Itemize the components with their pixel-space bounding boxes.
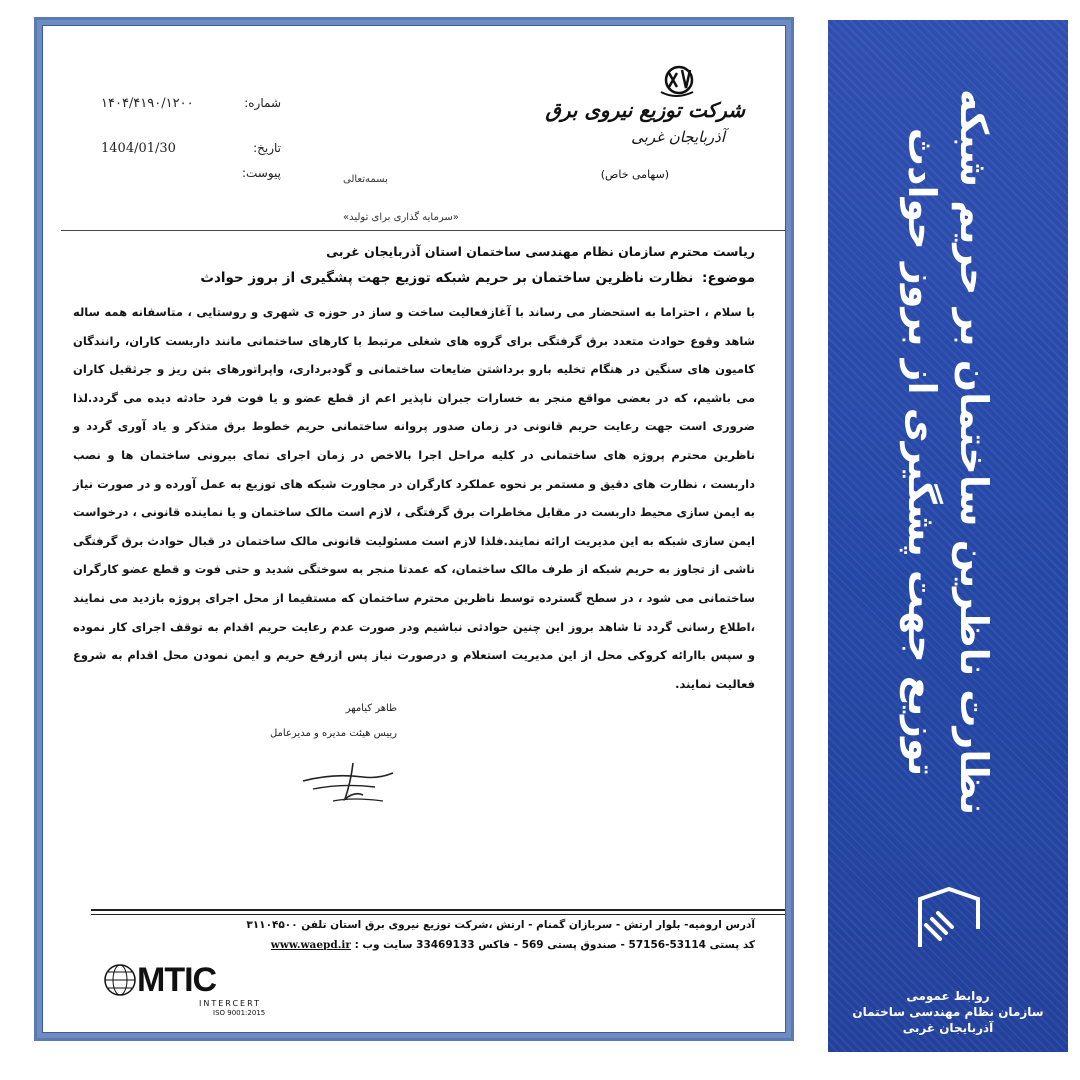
cert-brand: MTIC — [137, 961, 217, 999]
footer-contact — [271, 939, 755, 951]
header-divider — [61, 230, 785, 231]
side-banner — [828, 20, 1068, 1052]
globe-icon — [103, 963, 137, 997]
headline-line-1: نظارت ناظرین ساختمان بر حریم شبکه — [952, 89, 996, 815]
letter-attachment — [101, 166, 281, 184]
footer-website-link[interactable]: www.waepd.ir — [270, 939, 351, 951]
letter-date-label: تاریخ: — [253, 141, 281, 155]
letter-frame — [34, 17, 794, 1041]
letter-date-value: 1404/01/30 — [101, 141, 176, 156]
cert-sub: INTERCERT — [199, 999, 261, 1008]
subject-text: نظارت ناظرین ساختمان بر حریم شبکه توزیع جهت پشگیری از بروز حوادث — [200, 270, 694, 286]
company-logo-icon — [655, 64, 697, 100]
signer-name: طاهر کیامهر — [345, 703, 397, 714]
org-line-2: سازمان نظام مهندسی ساختمان — [852, 1005, 1044, 1019]
letter-number — [101, 96, 281, 114]
footer-address: آدرس ارومیه- بلوار ارتش - سربازان گمنام - ارتش ،شرکت توزیع نیروی برق استان تلفن ۳۱۱۰۴۵۰۰ — [246, 919, 755, 931]
handwritten-signature — [293, 751, 413, 811]
letter-subject — [200, 270, 755, 286]
certification-logo — [103, 961, 273, 1033]
footer-divider-thick — [91, 909, 785, 911]
letter-attachment-label: پیوست: — [241, 166, 281, 180]
headline-area — [828, 20, 1068, 880]
year-slogan: «سرمایه گذاری برای تولید» — [343, 212, 459, 223]
letter-number-label: شماره: — [244, 96, 281, 110]
company-name: شرکت توزیع نیروی برق — [545, 98, 745, 122]
bismillah: بسمه‌تعالی — [343, 174, 388, 185]
company-type: (سهامی خاص) — [600, 168, 669, 181]
footer-divider-thin — [91, 914, 785, 915]
headline — [896, 27, 1000, 877]
cert-iso: ISO 9001:2015 — [213, 1009, 266, 1017]
org-line-3: آذربایجان غربی — [902, 1021, 994, 1035]
letter-date — [101, 141, 281, 159]
letter-number-value: ۱۴۰۴/۴۱۹۰/۱۲۰۰ — [101, 96, 194, 111]
company-logo — [545, 64, 745, 181]
footer-contact-text: کد پستی 53114-57156 - صندوق پستی 569 - فاکس 33469133 سایت وب : — [354, 939, 755, 951]
signer-title: رییس هیئت مدیره و مدیرعامل — [269, 728, 397, 739]
headline-line-2: توزیع جهت پشگیری از بروز حوادث — [900, 127, 944, 777]
company-region: آذربایجان غربی — [631, 128, 725, 146]
org-line-1: روابط عمومی — [906, 989, 990, 1003]
letter-page — [42, 25, 786, 1033]
letter-body: با سلام ، احتراما به استحضار می رساند با آغازفعالیت ساخت و ساز در حوزه ی شهری و روستایی ، متاسفانه همه ساله شاهد وقوع حوادث متعدد برق گرفتگی برای گروه های شغلی مرتبط با کارهای ساختمانی مانند داربست کاران، رانندگان کامیون های سنگین در هنگام تخلیه بارو برداشتن ضایعات ساختمانی و گودبرداری، واپراتورهای بتن ریز و جرثقیل کاران می باشیم، که در بعضی مواقع منجر به خسارات جبران ناپذیر اعم از قطع عضو و یا فوت فرد حادثه دیده می گردد.لذا ضروری است جهت رعایت حریم قانونی در زمان صدور پروانه ساختمانی حریم خطوط برق متذکر و یاد آوری گردد و ناظرین محترم پروژه های ساختمانی در کلیه مراحل اجرا بالاخص در زمان اجرای نمای بیرونی ساختمان ها و نصب داربست ، نظارت های دقیق و مستمر بر نحوه عملکرد کارگران در مجاورت شبکه های توزیع به عمل آورده و در صورت نیاز به ایمن سازی محیط داربست در مقابل مخاطرات برق گرفتگی ، لازم است مالک ساختمان و یا نماینده قانونی ، درخواست ایمن سازی شبکه به این مدیریت ارائه نمایند.فلذا لازم است مسئولیت قانونی مالک ساختمان در قبال حوادث برق گرفتگی ناشی از تجاوز به حریم شبکه از طرف مالک ساختمان، که عمدتا منجر به سوختگی شدید و حتی فوت و قطع عضو کارگران ساختمانی می شود ، در سطح گسترده توسط ناظرین محترم ساختمان که مستقیما از محل اجرای پروژه بازدید می نمایند ،اطلاع رسانی گردد تا شاهد بروز این چنین حوادثی نباشیم ودر صورت عدم رعایت حریم اقدام به توقف اجرای کار نموده و سپس باارائه کروکی محل از این مدیریت استعلام و درصورت نیاز پس ازرفع حریم و ایمن نمودن محل اقدام به شروع فعالیت نمایند. — [73, 305, 755, 691]
organization-name — [828, 988, 1068, 1036]
subject-label: موضوع: — [702, 270, 755, 286]
letter-recipient: ریاست محترم سازمان نظام مهندسی ساختمان استان آذربایجان غربی — [326, 244, 755, 259]
organization-logo-icon — [916, 885, 982, 951]
